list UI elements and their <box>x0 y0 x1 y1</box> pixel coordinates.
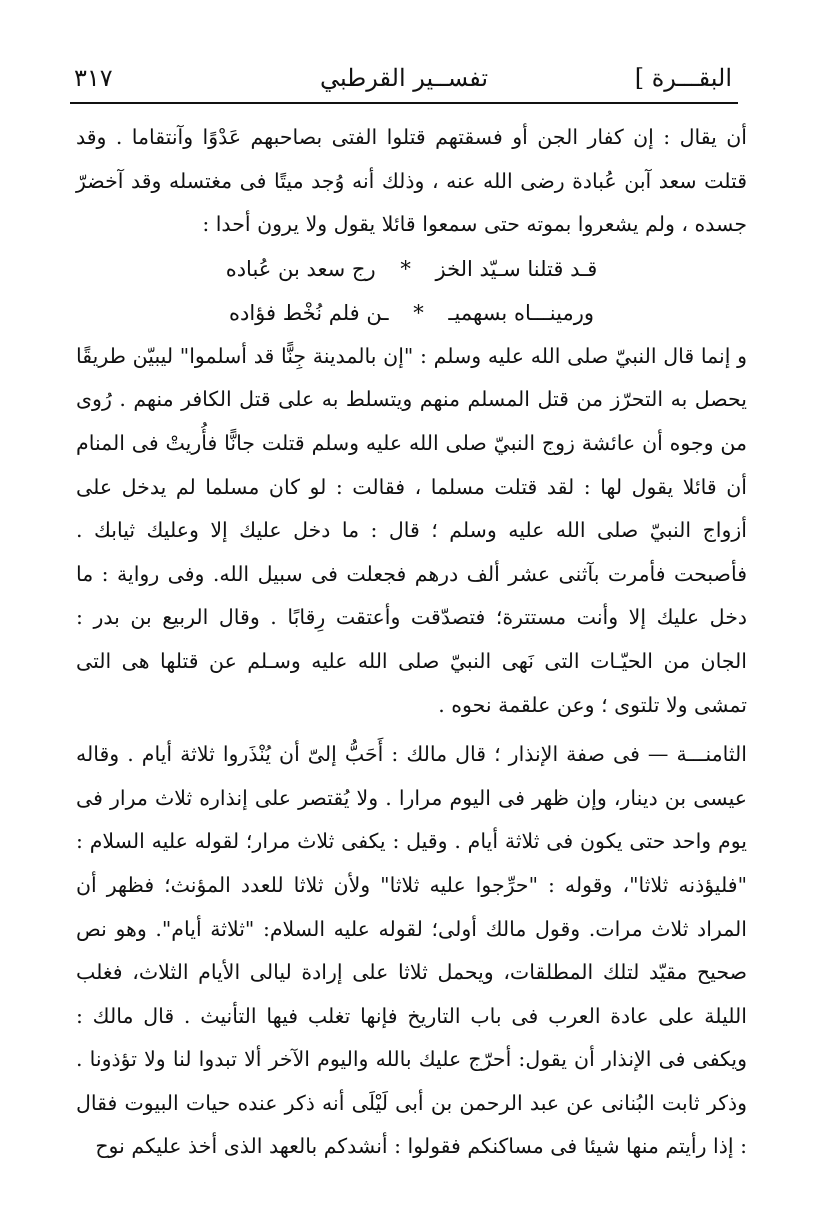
verse-line-1 <box>76 247 747 291</box>
verse-line-2 <box>76 291 747 335</box>
page-number: ٣١٧ <box>74 64 113 92</box>
verse-line-1-first-hemistich: قـد قتلنا سـيّد الخز <box>435 256 598 281</box>
verse-separator-2: * <box>413 300 424 325</box>
verse-line-2-second-hemistich: ـن فلم نُخْط فؤاده <box>228 300 389 325</box>
verse-line-1-second-hemistich: رج سعد بن عُباده <box>225 256 376 281</box>
running-header <box>70 58 738 104</box>
surah-name: البقـــرة ] <box>634 64 732 92</box>
page-body <box>76 116 747 1169</box>
paragraph-1: أن يقال : إن كفار الجن أو فسقتهم قتلوا الفتى بصاحبهم عَدْوًا وآنتقاما . وقد قتلت سعد آبن عُبادة رضى الله عنه ، وذلك أنه وُجد ميتًا فى مغتسله وقد آخضرّ جسده ، ولم يشعروا بموته حتى سمعوا قائلا يقول ولا يرون أحدا : <box>76 125 747 237</box>
poem-verse <box>76 247 747 335</box>
book-title: تفســير القرطبي <box>319 64 489 92</box>
verse-line-2-first-hemistich: ورمينـــاه بسهميـ <box>448 300 595 325</box>
paragraph-2: و إنما قال النبيّ صلى الله عليه وسلم : "إن بالمدينة جِنًّا قد أسلموا" ليبيّن طريقًا يحصل به التحرّز من قتل المسلم منهم ويتسلط به على قتل الكافر منهم . رُوى من وجوه أن عائشة زوج النبيّ صلى الله عليه وسلم قتلت جانًّا فأُريتْ فى المنام أن قائلا يقول لها : لقد قتلت مسلما ، فقالت : لو كان مسلما لم يدخل على أزواج النبيّ صلى الله عليه وسلم ؛ قال : ما دخل عليك إلا وعليك ثيابك . فأصبحت فأمرت بآثنى عشر ألف درهم فجعلت فى سبيل الله. وفى رواية : ما دخل عليك إلا وأنت مستترة؛ فتصدّقت وأعتقت رِقابًا . وقال الربيع بن بدر : الجان من الحيّـات التى نَهى النبيّ صلى الله عليه وسـلم عن قتلها هى التى تمشى ولا تلتوى ؛ وعن علقمة نحوه . <box>76 343 747 717</box>
verse-separator-1: * <box>400 256 411 281</box>
paragraph-3: الثامنـــة — فى صفة الإنذار ؛ قال مالك : أَحَبُّ إلىّ أن يُنْذَروا ثلاثة أيام . وقاله عيسى بن دينار، وإن ظهر فى اليوم مرارا . ولا يُقتصر على إنذاره ثلاث مرار فى يوم واحد حتى يكون فى ثلاثة أيام . وقيل : يكفى ثلاث مرار؛ لقوله عليه السلام : "فليؤذنه ثلاثا"، وقوله : "حرِّجوا عليه ثلاثا" ولأن ثلاثا للعدد المؤنث؛ فظهر أن المراد ثلاث مرات. وقول مالك أولى؛ لقوله عليه السلام: "ثلاثة أيام". وهو نص صحيح مقيّد لتلك المطلقات، ويحمل ثلاثا على إرادة ليالى الأيام الثلاث، فغلب الليلة على عادة العرب فى باب التاريخ فإنها تغلب فيها التأنيث . قال مالك : ويكفى فى الإنذار أن يقول: أحرّج عليك بالله واليوم الآخر ألا تبدوا لنا ولا تؤذونا . وذكر ثابت البُنانى عن عبد الرحمن بن أبى لَيْلَى أنه ذكر عنده حيات البيوت فقال : إذا رأيتم منها شيئا فى مساكنكم فقولوا : أنشدكم بالعهد الذى أخذ عليكم نوح <box>76 742 747 1159</box>
